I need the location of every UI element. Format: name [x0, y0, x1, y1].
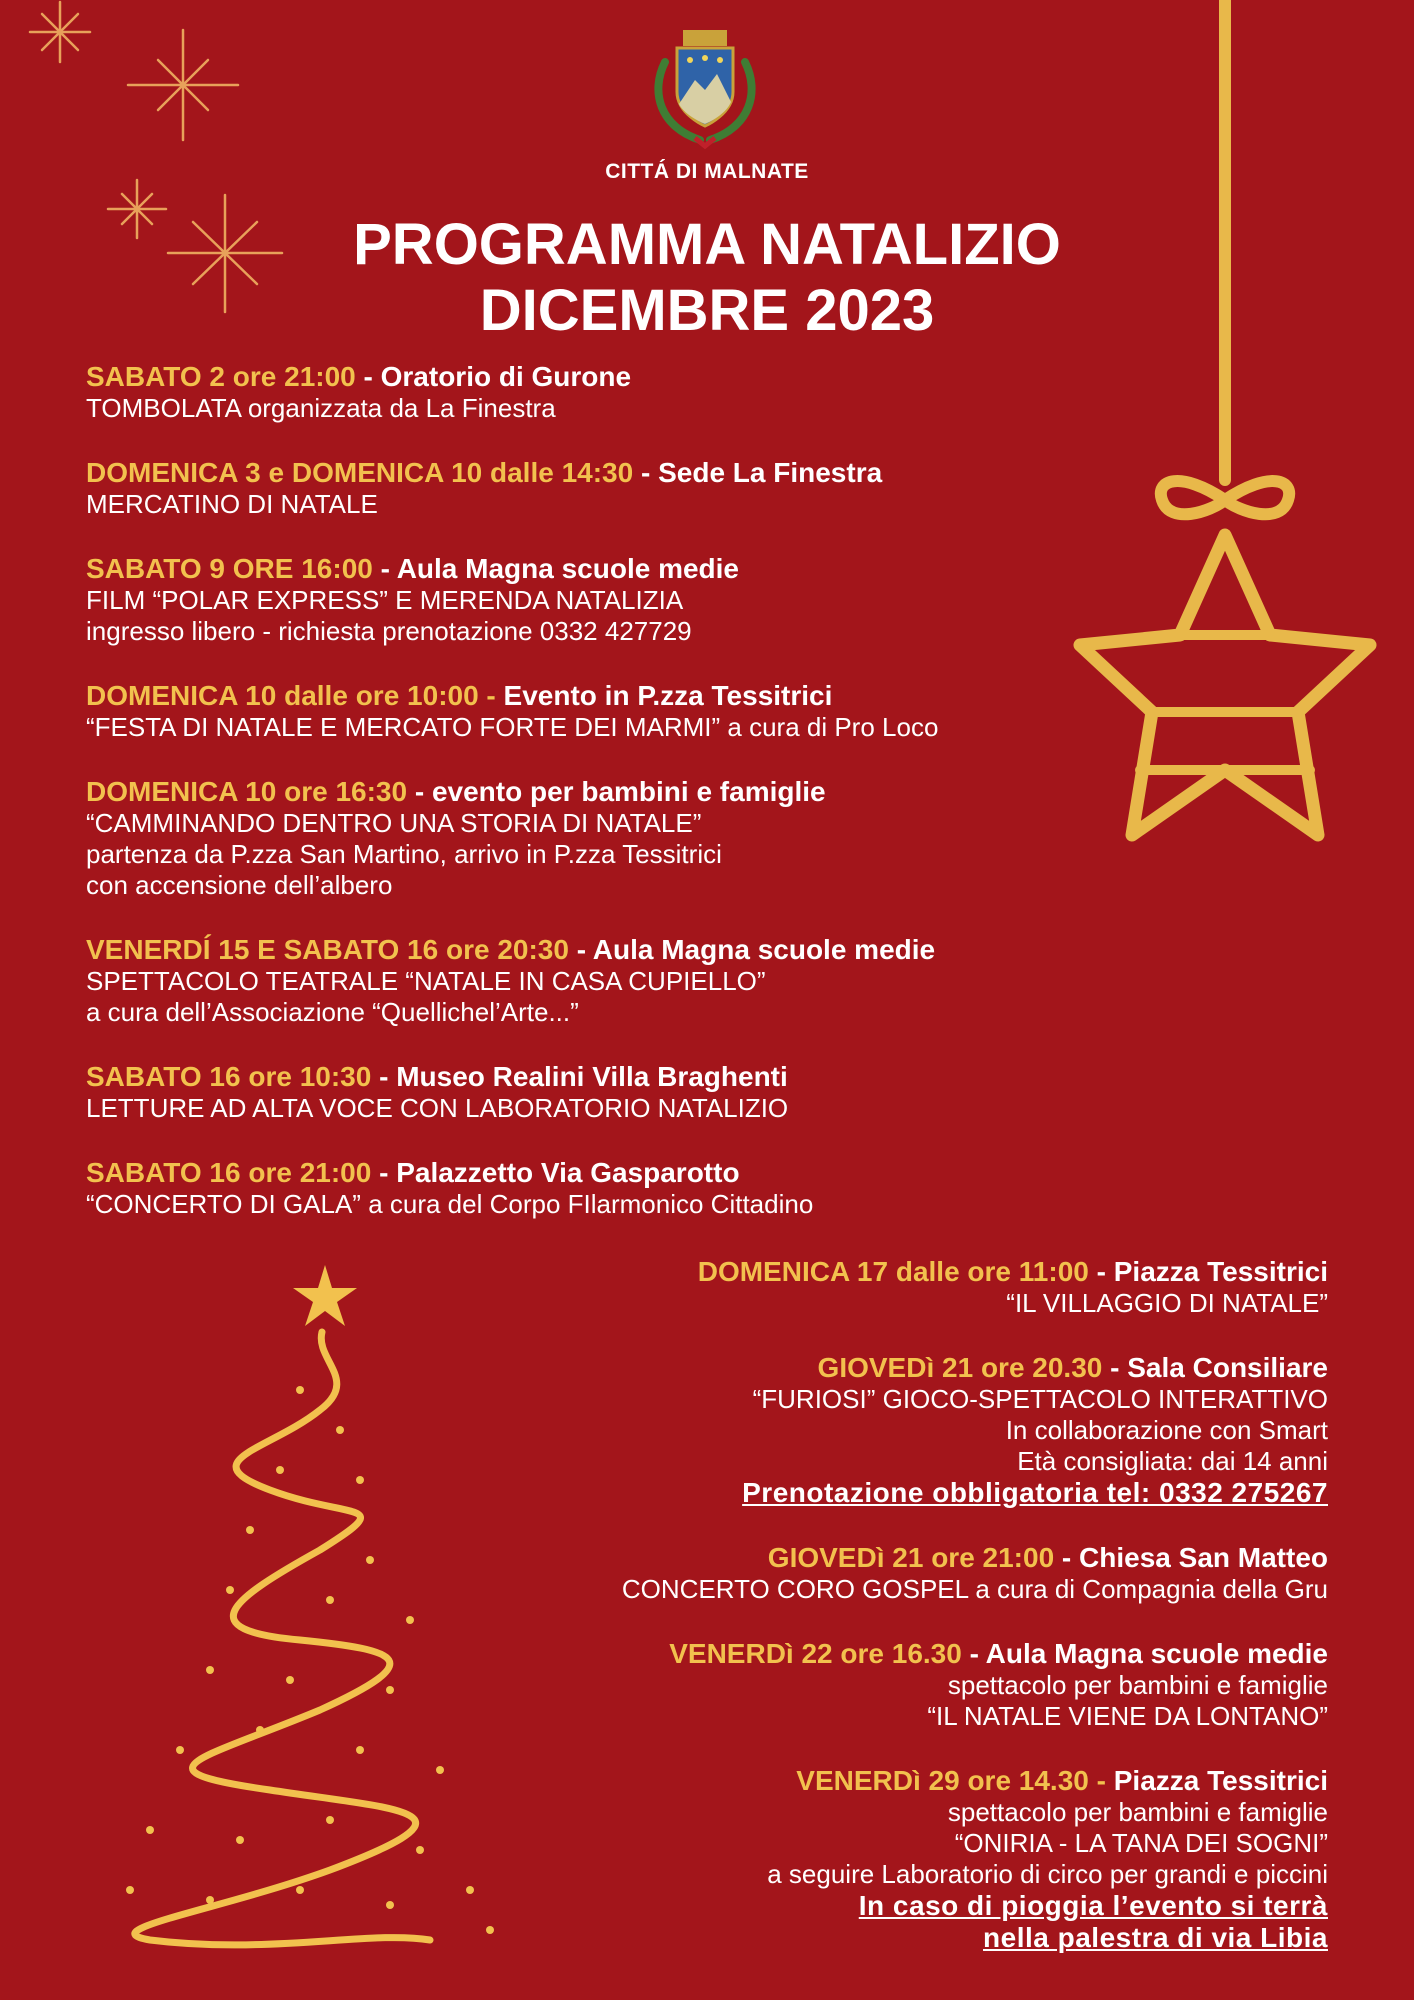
event-date: SABATO 2 ore 21:00 [86, 361, 356, 392]
event-heading [86, 360, 1066, 393]
event-place: - Palazzetto Via Gasparotto [371, 1157, 740, 1188]
event-heading [86, 456, 1066, 489]
event-item [86, 679, 1066, 743]
event-place: - Piazza Tessitrici [1088, 1256, 1328, 1287]
event-date: DOMENICA 10 ore 16:30 [86, 776, 408, 807]
sparkle-icon [128, 30, 238, 140]
event-item [86, 1060, 1066, 1124]
event-place: - Aula Magna scuole medie [372, 553, 740, 584]
event-place: - Sala Consiliare [1102, 1352, 1328, 1383]
event-description: a seguire Laboratorio di circo per grandi e piccini [767, 1859, 1328, 1889]
event-heading [428, 1764, 1328, 1797]
rain-note: nella palestra di via Libia [983, 1922, 1328, 1953]
event-place: - Chiesa San Matteo [1054, 1542, 1328, 1573]
rain-note: In caso di pioggia l’evento si terrà [858, 1890, 1328, 1921]
event-description: “FURIOSI” GIOCO-SPETTACOLO INTERATTIVO [752, 1384, 1328, 1414]
title-line-1: PROGRAMMA NATALIZIO [353, 212, 1061, 277]
event-place: - Aula Magna scuole medie [961, 1638, 1328, 1669]
event-description: LETTURE AD ALTA VOCE CON LABORATORIO NATALIZIO [86, 1093, 789, 1123]
event-date: GIOVEDì 21 ore 21:00 [767, 1542, 1055, 1573]
event-heading [86, 552, 1066, 585]
event-item [86, 552, 1066, 647]
event-date: DOMENICA 10 dalle ore 10:00 - [86, 680, 496, 711]
event-description: “ONIRIA - LA TANA DEI SOGNI” [954, 1828, 1328, 1858]
event-heading [86, 775, 1066, 808]
event-description: spettacolo per bambini e famiglie [947, 1797, 1328, 1827]
event-heading [428, 1541, 1328, 1574]
event-date: SABATO 9 ORE 16:00 [86, 553, 373, 584]
event-heading [86, 933, 1066, 966]
event-date: GIOVEDì 21 ore 20.30 [817, 1352, 1103, 1383]
event-item [428, 1351, 1328, 1509]
event-place: Piazza Tessitrici [1105, 1765, 1328, 1796]
event-place: Evento in P.zza Tessitrici [495, 680, 833, 711]
event-description: FILM “POLAR EXPRESS” E MERENDA NATALIZIA [86, 585, 684, 615]
event-place: - Sede La Finestra [633, 457, 883, 488]
event-description: a cura dell’Associazione “Quellichel’Arte...” [86, 997, 579, 1027]
page-title [0, 212, 1414, 344]
event-item [86, 1156, 1066, 1220]
events-right-column [428, 1255, 1328, 1986]
event-date: DOMENICA 17 dalle ore 11:00 [697, 1256, 1089, 1287]
event-date: SABATO 16 ore 10:30 [86, 1061, 372, 1092]
event-place: - evento per bambini e famiglie [407, 776, 826, 807]
title-line-2: DICEMBRE 2023 [479, 278, 935, 343]
event-item [86, 456, 1066, 520]
event-date: DOMENICA 3 e DOMENICA 10 dalle 14:30 [86, 457, 634, 488]
event-description: “CONCERTO DI GALA” a cura del Corpo FIlarmonico Cittadino [86, 1189, 814, 1219]
event-heading [428, 1255, 1328, 1288]
event-heading [86, 1156, 1066, 1189]
event-item [428, 1255, 1328, 1319]
event-description: “IL NATALE VIENE DA LONTANO” [927, 1701, 1328, 1731]
event-date: VENERDÍ 15 E SABATO 16 ore 20:30 [86, 934, 569, 965]
event-description: SPETTACOLO TEATRALE “NATALE IN CASA CUPIELLO” [86, 966, 766, 996]
event-description: In collaborazione con Smart [1005, 1415, 1328, 1445]
city-name: CITTÁ DI MALNATE [605, 160, 809, 183]
event-item [428, 1764, 1328, 1954]
event-item [428, 1637, 1328, 1732]
event-description: ingresso libero - richiesta prenotazione 0332 427729 [86, 616, 692, 646]
event-date: SABATO 16 ore 21:00 [86, 1157, 372, 1188]
event-item [86, 933, 1066, 1028]
event-date: VENERDì 29 ore 14.30 - [796, 1765, 1106, 1796]
event-description: Età consigliata: dai 14 anni [1017, 1446, 1328, 1476]
event-description: spettacolo per bambini e famiglie [947, 1670, 1328, 1700]
event-item [86, 360, 1066, 424]
event-heading [86, 1060, 1066, 1093]
event-date: VENERDì 22 ore 16.30 [669, 1638, 962, 1669]
event-description: con accensione dell’albero [86, 870, 393, 900]
event-description: “IL VILLAGGIO DI NATALE” [1006, 1288, 1328, 1318]
crest-icon [645, 22, 765, 152]
hanging-star-ornament-icon [1040, 0, 1414, 860]
event-heading [428, 1351, 1328, 1384]
event-place: - Oratorio di Gurone [355, 361, 632, 392]
booking-note: Prenotazione obbligatoria tel: 0332 275267 [742, 1477, 1328, 1508]
event-description: “CAMMINANDO DENTRO UNA STORIA DI NATALE” [86, 808, 702, 838]
event-place: - Museo Realini Villa Braghenti [371, 1061, 788, 1092]
event-description: TOMBOLATA organizzata da La Finestra [86, 393, 556, 423]
event-description: CONCERTO CORO GOSPEL a cura di Compagnia della Gru [621, 1574, 1328, 1604]
sparkle-icon [30, 2, 90, 62]
event-description: partenza da P.zza San Martino, arrivo in P.zza Tessitrici [86, 839, 722, 869]
events-left-column [86, 360, 1066, 1252]
event-heading [86, 679, 1066, 712]
event-item [86, 775, 1066, 901]
event-description: MERCATINO DI NATALE [86, 489, 378, 519]
event-heading [428, 1637, 1328, 1670]
event-item [428, 1541, 1328, 1605]
event-description: “FESTA DI NATALE E MERCATO FORTE DEI MARMI” a cura di Pro Loco [86, 712, 939, 742]
event-place: - Aula Magna scuole medie [568, 934, 936, 965]
